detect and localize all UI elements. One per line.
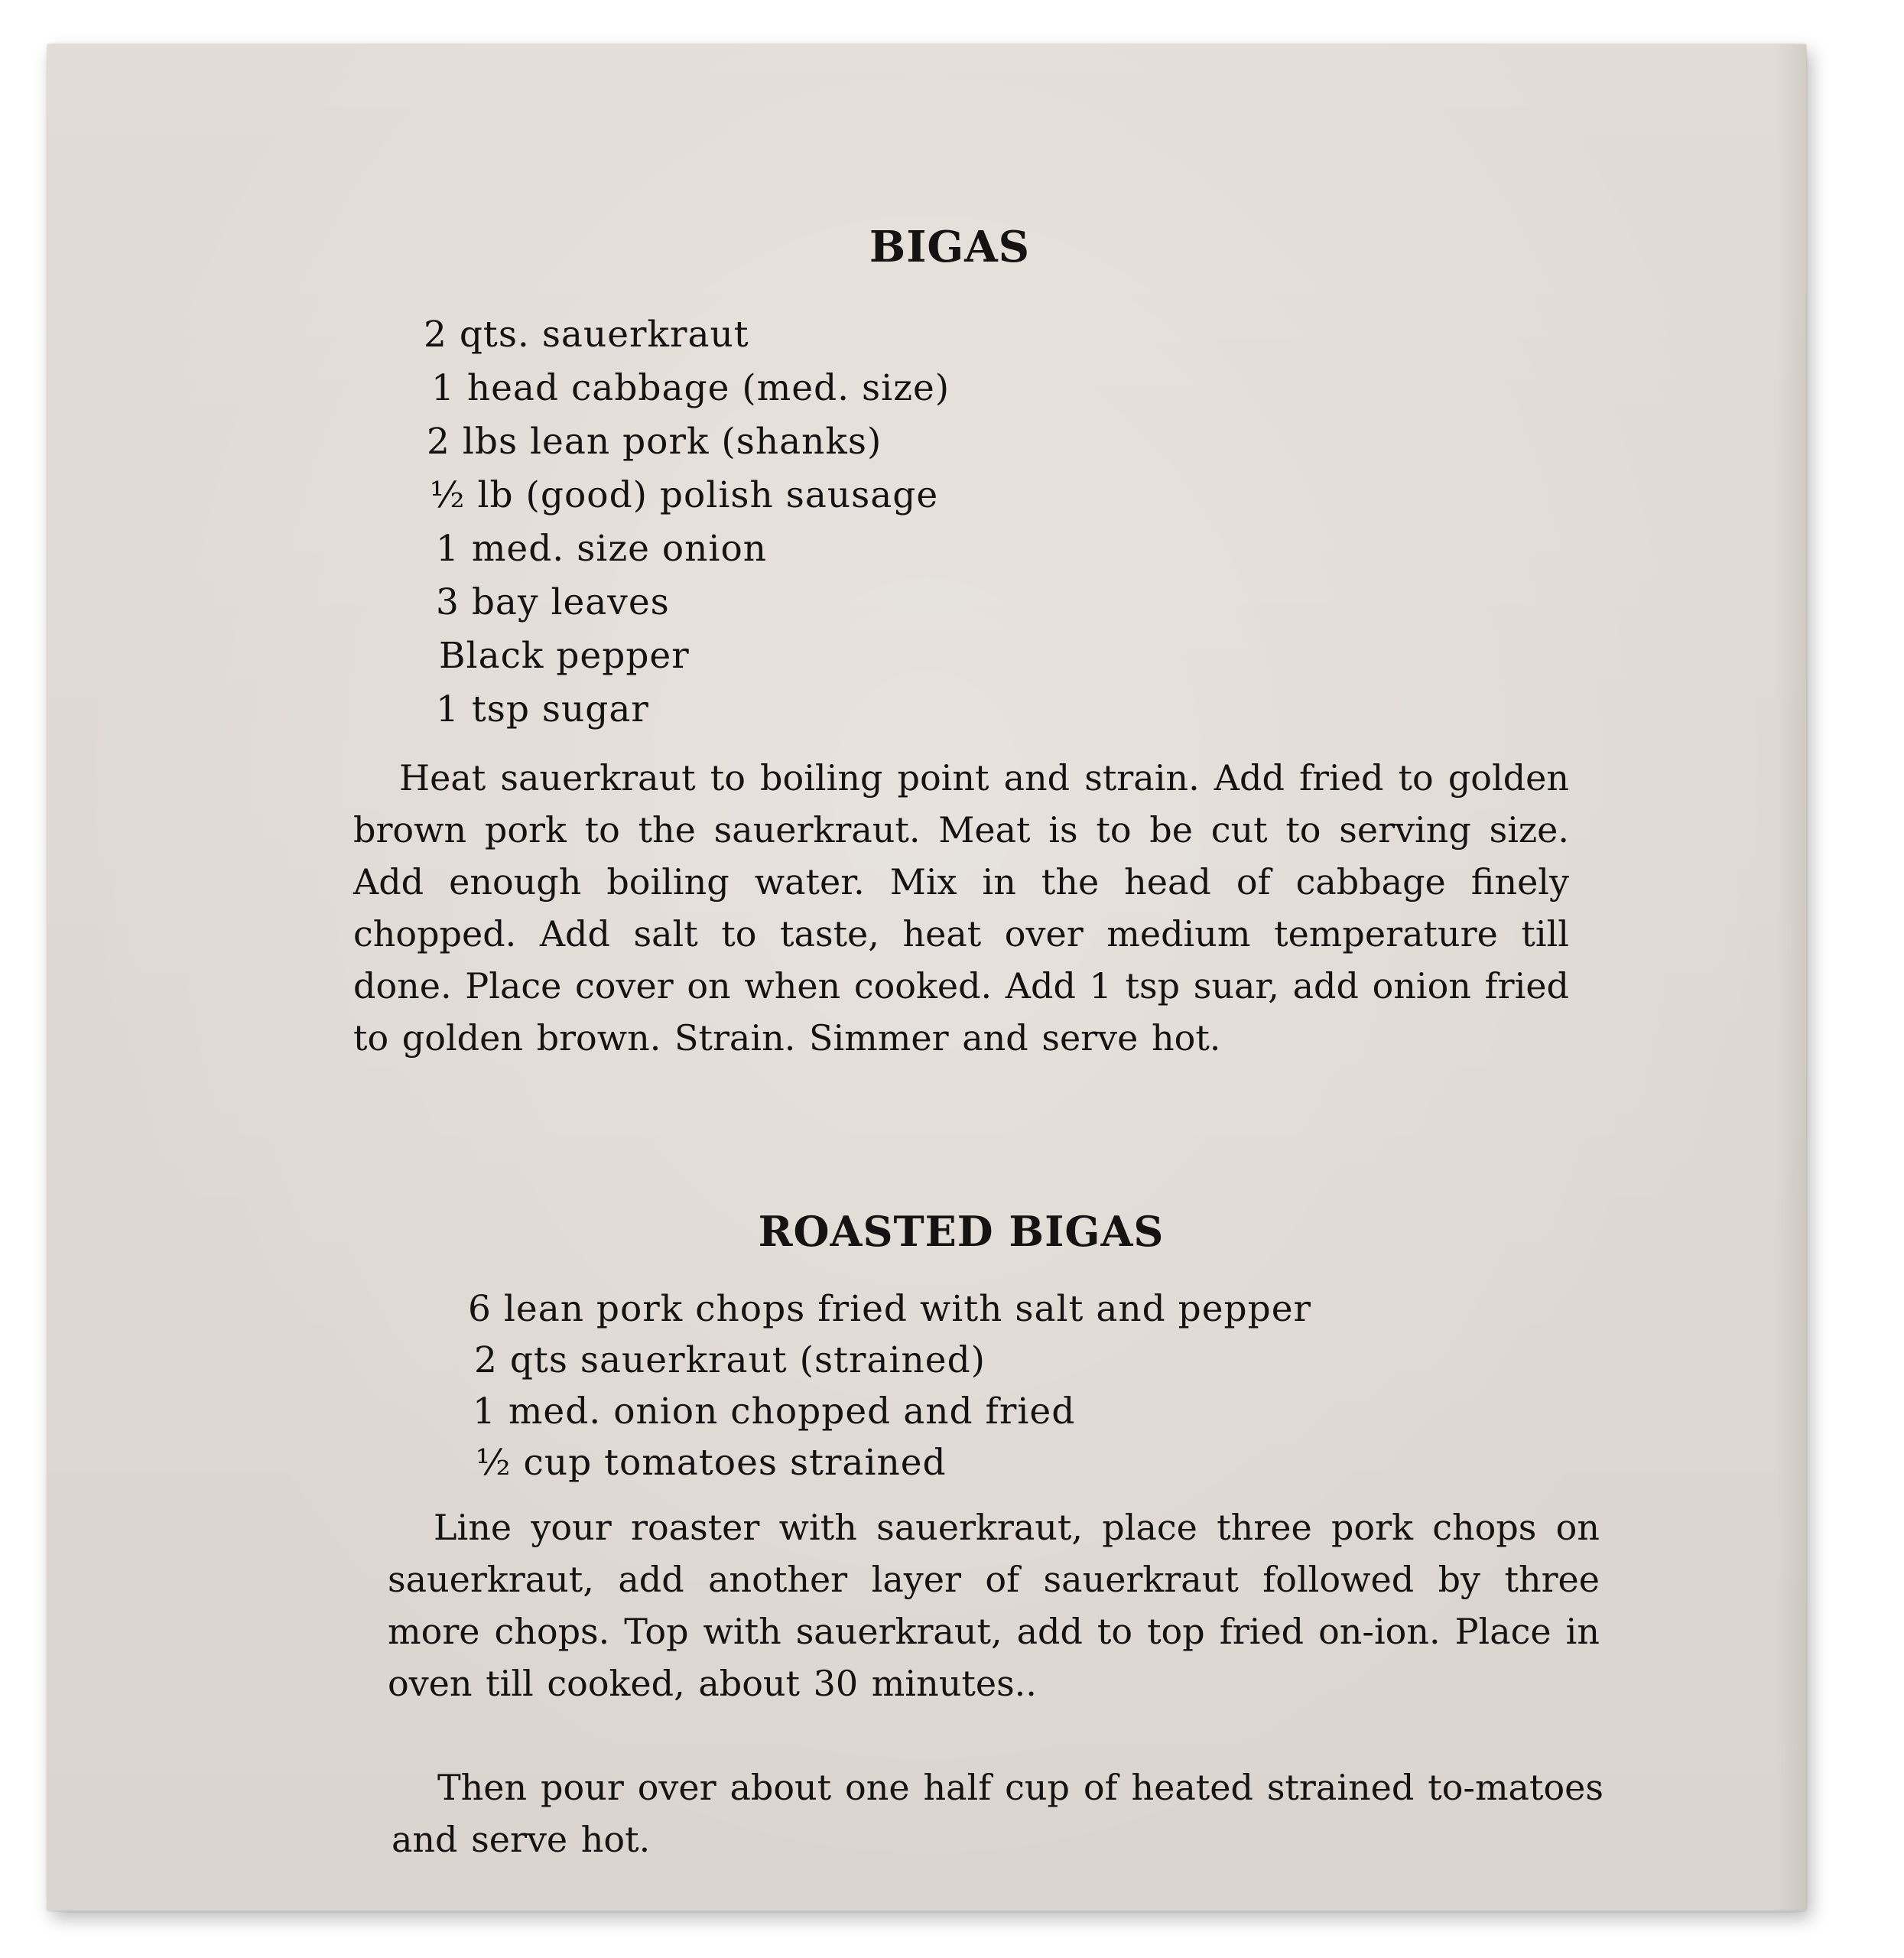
ingredient-item: 1 tsp sugar [436, 688, 649, 730]
directions-bigas: Heat sauerkraut to boiling point and strain. Add fried to golden brown pork to the sauerkraut. Meat is to be cut to serving size. Add enough boiling water. Mix in the head of cabbage finely chopped. Add salt to taste, heat over medium temperature till done. Place cover on when cooked. Add 1 tsp suar, add onion fried to golden brown. Strain. Simmer and serve hot. [353, 757, 1569, 1059]
ingredient-item: 2 lbs lean pork (shanks) [427, 421, 882, 463]
ingredient-item: 6 lean pork chops fried with salt and pepper [468, 1288, 1311, 1330]
ingredient-item: 3 bay leaves [436, 581, 670, 623]
cookbook-page [47, 44, 1806, 1911]
ingredient-item: 2 qts sauerkraut (strained) [474, 1339, 986, 1381]
ingredient-item: 1 head cabbage (med. size) [431, 367, 950, 409]
directions-roasted-bigas: Line your roaster with sauerkraut, place three pork chops on sauerkraut, add another layer of sauerkraut followed by three more chops. Top with sauerkraut, add to top fried on-ion. Place in oven till cooked, about 30 minutes.. [388, 1507, 1600, 1704]
ingredient-list-roasted-bigas [468, 1283, 1311, 1488]
ingredient-item: Black pepper [439, 635, 690, 677]
directions-roasted-bigas-serve: Then pour over about one half cup of heated strained to-matoes and serve hot. [392, 1767, 1603, 1860]
recipe-title-bigas: BIGAS [869, 222, 1031, 272]
ingredient-item: ½ cup tomatoes strained [476, 1442, 947, 1484]
ingredient-item: 2 qts. sauerkraut [424, 314, 749, 356]
ingredient-item: 1 med. size onion [436, 528, 768, 570]
recipe-title-roasted-bigas: ROASTED BIGAS [758, 1207, 1165, 1256]
ingredient-item: 1 med. onion chopped and fried [473, 1390, 1076, 1433]
ingredient-list-bigas [424, 308, 950, 737]
ingredient-item: ½ lb (good) polish sausage [430, 474, 939, 516]
